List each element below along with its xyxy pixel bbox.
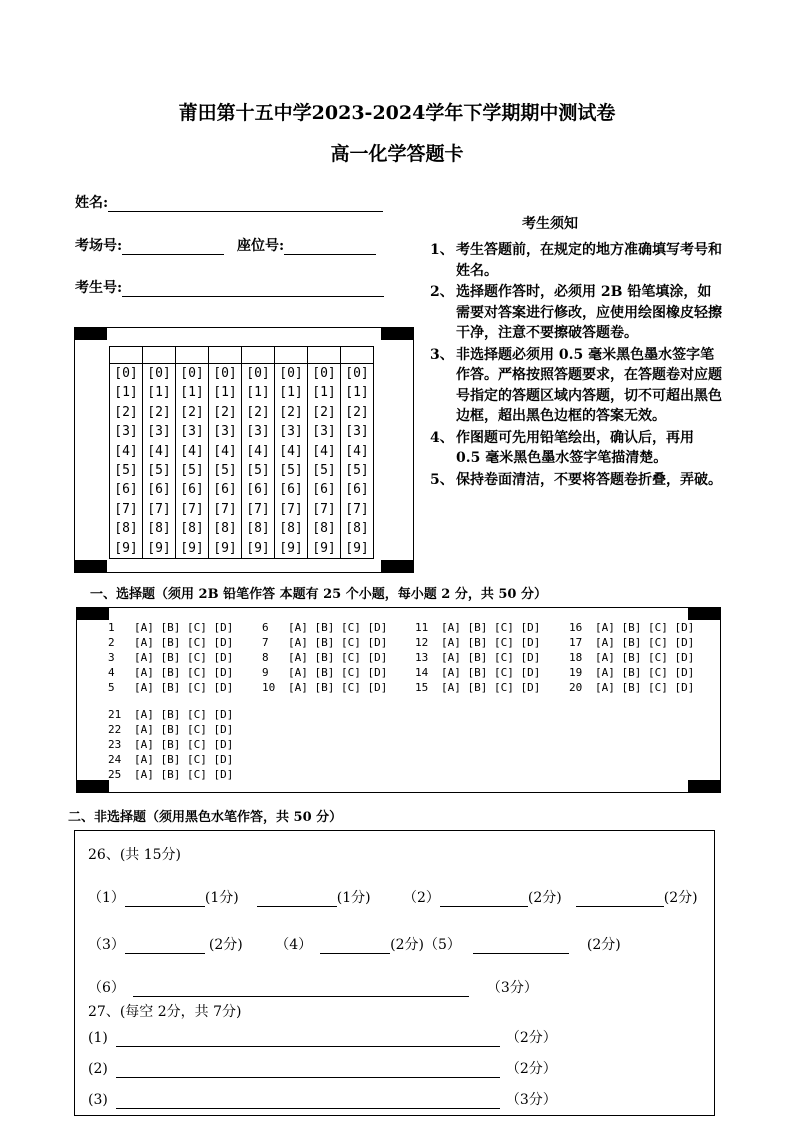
- q26-part6-label: （6）: [88, 980, 125, 996]
- question-row: [569, 650, 694, 665]
- question-row: [569, 680, 694, 695]
- answer-options[interactable]: [A] [B] [C] [D]: [595, 621, 695, 634]
- q27-part1-blank[interactable]: [116, 1032, 500, 1047]
- digit-bubble[interactable]: [1]: [180, 385, 204, 401]
- digit-bubble[interactable]: [8]: [180, 521, 204, 537]
- question-number: 19: [569, 666, 583, 680]
- digit-bubble[interactable]: [6]: [114, 482, 138, 498]
- answer-options[interactable]: [A] [B] [C] [D]: [288, 636, 388, 650]
- question-row: [108, 752, 233, 767]
- digit-bubble[interactable]: [4]: [147, 443, 171, 459]
- q26-part4-blank[interactable]: [320, 939, 390, 954]
- digit-bubble[interactable]: [9]: [114, 540, 138, 556]
- question-column: [415, 620, 540, 695]
- digit-bubble[interactable]: [5]: [213, 462, 237, 478]
- answer-options[interactable]: [A] [B] [C] [D]: [134, 636, 234, 650]
- page-title: 莆田第十五中学2023-2024学年下学期期中测试卷: [178, 102, 616, 124]
- digit-bubble[interactable]: [8]: [345, 521, 369, 537]
- digit-bubble[interactable]: [6]: [246, 482, 270, 498]
- nonchoice-section-title: 二、非选择题（须用黑色水笔作答，共 50 分）: [68, 810, 343, 825]
- digit-bubble[interactable]: [0]: [345, 366, 369, 381]
- digit-bubble[interactable]: [5]: [279, 462, 303, 478]
- note-number: 1、: [430, 242, 454, 258]
- answer-options[interactable]: [A] [B] [C] [D]: [134, 621, 234, 634]
- digit-bubble[interactable]: [9]: [279, 540, 303, 556]
- digit-bubble[interactable]: [4]: [114, 443, 138, 459]
- digit-bubble[interactable]: [8]: [246, 521, 270, 537]
- q27-part1-score: （2分）: [505, 1030, 557, 1046]
- question-row: [415, 650, 540, 665]
- q26-part2-label: （2）: [403, 890, 440, 906]
- digit-bubble[interactable]: [3]: [213, 424, 237, 440]
- digit-bubble[interactable]: [5]: [114, 462, 138, 478]
- question-row: [415, 635, 540, 650]
- name-input[interactable]: [108, 195, 383, 212]
- digit-bubble[interactable]: [4]: [279, 443, 303, 459]
- digit-bubble[interactable]: [7]: [114, 501, 138, 517]
- question-row: [262, 620, 387, 635]
- digit-bubble[interactable]: [2]: [213, 404, 237, 420]
- digit-bubble[interactable]: [8]: [279, 521, 303, 537]
- digit-bubble[interactable]: [1]: [279, 385, 303, 401]
- question-row: [108, 680, 233, 695]
- question-number: 2: [108, 636, 115, 650]
- q26-row2: [88, 934, 621, 954]
- corner-mark: [77, 608, 109, 620]
- q27-row3: [88, 1089, 557, 1109]
- q26-part5-label: （5）: [423, 937, 461, 953]
- question-row: [108, 620, 233, 635]
- note-text: 作图题可先用铅笔绘出，确认后，再用 0.5 毫米黑色墨水签字笔描清楚。: [456, 429, 694, 466]
- question-row: [108, 737, 233, 752]
- answer-options[interactable]: [A] [B] [C] [D]: [595, 681, 695, 695]
- question-row: [415, 680, 540, 695]
- question-row: [415, 665, 540, 680]
- question-column: [108, 707, 233, 782]
- digit-bubble[interactable]: [2]: [279, 404, 303, 420]
- question-number: 15: [415, 681, 429, 695]
- note-text: 保持卷面清洁，不要将答题卷折叠，弄破。: [456, 471, 722, 488]
- digit-bubble[interactable]: [5]: [345, 462, 369, 478]
- digit-bubble[interactable]: [5]: [246, 462, 270, 478]
- digit-column: [209, 364, 242, 559]
- digit-entry-cell[interactable]: [110, 347, 143, 364]
- question-row: [569, 635, 694, 650]
- digit-entry-cell[interactable]: [275, 347, 308, 364]
- q26-part3-label: （3）: [88, 937, 125, 953]
- corner-mark: [381, 560, 413, 572]
- question-row: [262, 680, 387, 695]
- q26-part6-score: （3分）: [486, 980, 538, 996]
- answer-options[interactable]: [A] [B] [C] [D]: [441, 636, 541, 650]
- digit-bubble[interactable]: [7]: [312, 501, 336, 517]
- q26-part1-label: （1）: [88, 890, 125, 906]
- digit-bubble[interactable]: [9]: [180, 540, 204, 556]
- choice-answer-box: [76, 607, 721, 793]
- corner-mark: [688, 780, 720, 792]
- digit-column: [275, 364, 308, 559]
- digit-bubble[interactable]: [7]: [147, 501, 171, 517]
- note-text: 考生答题前，在规定的地方准确填写考号和姓名。: [456, 242, 722, 279]
- digit-bubble[interactable]: [5]: [147, 462, 171, 478]
- digit-bubble[interactable]: [7]: [180, 501, 204, 517]
- digit-bubble[interactable]: [4]: [312, 443, 336, 459]
- q26-row1: [88, 887, 371, 907]
- question-number: 23: [108, 738, 122, 752]
- question-row: [108, 650, 233, 665]
- page-subtitle: 高一化学答题卡: [330, 143, 464, 165]
- digit-bubble[interactable]: [3]: [180, 424, 204, 440]
- q26-part1b-score: (1分): [336, 890, 371, 906]
- name-label: 姓名:: [75, 195, 109, 211]
- digit-bubble[interactable]: [0]: [279, 366, 303, 381]
- note-text: 选择题作答时，必须用 2B 铅笔填涂，如需要对答案进行修改，应使用绘图橡皮轻擦干净，注意不要擦破答题卷。: [456, 284, 722, 341]
- q26-part1-blank[interactable]: [125, 892, 205, 907]
- corner-mark: [77, 780, 109, 792]
- q26-part6-blank[interactable]: [133, 982, 469, 997]
- digit-bubble[interactable]: [2]: [180, 404, 204, 420]
- digit-bubble[interactable]: [1]: [312, 385, 336, 401]
- digit-bubble[interactable]: [9]: [246, 540, 270, 556]
- q27-heading: 27、(每空 2分，共 7分): [88, 1004, 242, 1020]
- digit-bubble[interactable]: [6]: [213, 482, 237, 498]
- answer-options[interactable]: [A] [B] [C] [D]: [134, 753, 234, 767]
- exam-number-input[interactable]: [122, 280, 384, 297]
- digit-column: [143, 364, 176, 559]
- note-item: [430, 470, 722, 491]
- q26-row1b: [403, 887, 698, 907]
- question-row: [415, 620, 540, 635]
- question-number: 17: [569, 636, 583, 650]
- q26-part2b-score: (2分): [663, 890, 698, 906]
- question-row: [108, 707, 233, 722]
- digit-bubble[interactable]: [7]: [279, 501, 303, 517]
- choice-section-title: 一、选择题（须用 2B 铅笔作答 本题有 25 个小题，每小题 2 分，共 50 分）: [90, 587, 547, 602]
- question-number: 12: [415, 636, 429, 650]
- corner-mark: [381, 328, 413, 340]
- q26-row3: [88, 977, 538, 997]
- digit-entry-cell[interactable]: [308, 347, 341, 364]
- question-number: 20: [569, 681, 583, 695]
- digit-bubble[interactable]: [0]: [114, 366, 138, 381]
- q27-part2-blank[interactable]: [116, 1063, 500, 1078]
- digit-bubble[interactable]: [1]: [345, 385, 369, 401]
- nonchoice-answer-box: [74, 830, 715, 1116]
- digit-bubble[interactable]: [8]: [114, 521, 138, 537]
- digit-bubble[interactable]: [8]: [312, 521, 336, 537]
- digit-entry-cell[interactable]: [341, 347, 374, 364]
- question-number: 21: [108, 708, 122, 721]
- q26-part5-score: (2分): [586, 937, 621, 953]
- note-number: 5、: [430, 471, 454, 488]
- answer-options[interactable]: [A] [B] [C] [D]: [288, 681, 388, 695]
- question-number: 1: [108, 621, 115, 634]
- q26-part3-score: (2分): [208, 937, 243, 953]
- q26-part3-blank[interactable]: [125, 939, 205, 954]
- digit-bubble[interactable]: [9]: [312, 540, 336, 556]
- question-number: 22: [108, 723, 122, 737]
- answer-options[interactable]: [A] [B] [C] [D]: [288, 651, 388, 665]
- question-number: 10: [262, 681, 276, 695]
- answer-options[interactable]: [A] [B] [C] [D]: [288, 666, 388, 680]
- question-number: 8: [262, 651, 269, 665]
- q27-part1-label: (1): [88, 1030, 108, 1046]
- digit-bubble[interactable]: [6]: [180, 482, 204, 498]
- question-row: [569, 620, 694, 635]
- digit-column: [110, 364, 143, 559]
- question-number: 25: [108, 768, 122, 782]
- question-column: [262, 620, 387, 695]
- digit-bubble[interactable]: [4]: [345, 443, 369, 459]
- digit-bubble[interactable]: [4]: [246, 443, 270, 459]
- question-number: 7: [262, 636, 269, 650]
- question-number: 14: [415, 666, 429, 680]
- notes-list: [430, 240, 722, 491]
- digit-bubble[interactable]: [0]: [213, 366, 237, 381]
- q27-part3-label: (3): [88, 1092, 108, 1108]
- note-text: 非选择题必须用 0.5 毫米黑色墨水签字笔作答。严格按照答题要求，在答题卷对应题号指定的答题区域内答题，切不可超出黑色边框，超出黑色边框的答案无效。: [456, 346, 722, 424]
- digit-column: [308, 364, 341, 559]
- digit-table: [109, 346, 374, 559]
- question-number: 18: [569, 651, 583, 665]
- digit-bubble[interactable]: [8]: [147, 521, 171, 537]
- digit-bubble[interactable]: [3]: [246, 424, 270, 440]
- note-number: 3、: [430, 346, 454, 363]
- question-number: 9: [262, 666, 269, 680]
- question-number: 4: [108, 666, 115, 680]
- note-item: [430, 240, 722, 281]
- note-number: 4、: [430, 429, 454, 446]
- question-row: [262, 635, 387, 650]
- question-row: [108, 722, 233, 737]
- note-number: 2、: [430, 284, 454, 300]
- answer-options[interactable]: [A] [B] [C] [D]: [288, 621, 388, 634]
- question-row: [569, 665, 694, 680]
- answer-options[interactable]: [A] [B] [C] [D]: [134, 666, 234, 680]
- digit-column: [176, 364, 209, 559]
- note-item: [430, 428, 722, 469]
- question-column: [569, 620, 694, 695]
- note-item: [430, 345, 722, 427]
- question-row: [108, 635, 233, 650]
- digit-entry-cell[interactable]: [242, 347, 275, 364]
- digit-bubble[interactable]: [3]: [312, 424, 336, 440]
- digit-bubble[interactable]: [1]: [147, 385, 171, 401]
- digit-bubble[interactable]: [1]: [213, 385, 237, 401]
- answer-options[interactable]: [A] [B] [C] [D]: [134, 681, 234, 695]
- digit-bubble[interactable]: [2]: [312, 404, 336, 420]
- note-item: [430, 282, 722, 344]
- digit-entry-cell[interactable]: [176, 347, 209, 364]
- digit-bubble[interactable]: [3]: [114, 424, 138, 440]
- digit-column: [242, 364, 275, 559]
- answer-options[interactable]: [A] [B] [C] [D]: [595, 666, 695, 680]
- digit-column: [341, 364, 374, 559]
- digit-bubble[interactable]: [2]: [246, 404, 270, 420]
- digit-bubble[interactable]: [7]: [345, 501, 369, 517]
- digit-bubble[interactable]: [2]: [147, 404, 171, 420]
- digit-entry-cell[interactable]: [143, 347, 176, 364]
- answer-options[interactable]: [A] [B] [C] [D]: [595, 636, 695, 650]
- answer-options[interactable]: [A] [B] [C] [D]: [134, 738, 234, 752]
- exam-room-input[interactable]: [122, 238, 224, 255]
- seat-label: 座位号:: [237, 238, 285, 254]
- question-number: 3: [108, 651, 115, 665]
- q27-part2-score: （2分）: [505, 1061, 557, 1077]
- exam-number-row: [75, 277, 384, 297]
- exam-number-grid: [74, 327, 414, 573]
- digit-bubble[interactable]: [0]: [312, 366, 336, 381]
- q27-part2-label: (2): [88, 1061, 108, 1077]
- digit-bubble[interactable]: [5]: [180, 462, 204, 478]
- answer-options[interactable]: [A] [B] [C] [D]: [595, 651, 695, 665]
- q26-part1b-blank[interactable]: [257, 892, 337, 907]
- question-number: 6: [262, 621, 269, 634]
- corner-mark: [688, 608, 720, 620]
- question-column: [108, 620, 233, 695]
- digit-bubble[interactable]: [0]: [246, 366, 270, 381]
- exam-room-label: 考场号:: [75, 238, 123, 254]
- digit-bubble[interactable]: [9]: [345, 540, 369, 556]
- digit-bubble[interactable]: [6]: [279, 482, 303, 498]
- question-number: 11: [415, 621, 429, 634]
- digit-bubble[interactable]: [0]: [147, 366, 171, 381]
- answer-options[interactable]: [A] [B] [C] [D]: [134, 768, 234, 782]
- question-row: [262, 650, 387, 665]
- digit-bubble[interactable]: [6]: [345, 482, 369, 498]
- digit-bubble[interactable]: [7]: [213, 501, 237, 517]
- digit-bubble[interactable]: [8]: [213, 521, 237, 537]
- seat-input[interactable]: [284, 238, 376, 255]
- digit-bubble[interactable]: [1]: [246, 385, 270, 401]
- answer-options[interactable]: [A] [B] [C] [D]: [134, 651, 234, 665]
- digit-bubble[interactable]: [7]: [246, 501, 270, 517]
- digit-bubble[interactable]: [4]: [213, 443, 237, 459]
- digit-bubble[interactable]: [0]: [180, 366, 204, 381]
- q27-row1: [88, 1027, 557, 1047]
- digit-bubble[interactable]: [5]: [312, 462, 336, 478]
- digit-bubble[interactable]: [9]: [147, 540, 171, 556]
- answer-options[interactable]: [A] [B] [C] [D]: [441, 681, 541, 695]
- answer-options[interactable]: [A] [B] [C] [D]: [441, 666, 541, 680]
- question-number: 5: [108, 681, 115, 695]
- digit-entry-cell[interactable]: [209, 347, 242, 364]
- q26-part2-score: (2分): [527, 890, 562, 906]
- digit-bubble[interactable]: [3]: [279, 424, 303, 440]
- q26-part2-blank[interactable]: [440, 892, 528, 907]
- answer-options[interactable]: [A] [B] [C] [D]: [441, 651, 541, 665]
- exam-number-label: 考生号:: [75, 280, 123, 296]
- question-number: 16: [569, 621, 583, 634]
- q26-part1-score: (1分): [204, 890, 239, 906]
- answer-options[interactable]: [A] [B] [C] [D]: [441, 621, 541, 634]
- exam-room-row: [75, 235, 376, 255]
- corner-mark: [75, 328, 107, 340]
- corner-mark: [75, 560, 107, 572]
- q26-part2b-blank[interactable]: [576, 892, 664, 907]
- q27-part3-score: （3分）: [505, 1092, 557, 1108]
- digit-bubble[interactable]: [2]: [114, 404, 138, 420]
- digit-bubble[interactable]: [4]: [180, 443, 204, 459]
- q26-part4-label: （4）: [275, 937, 313, 953]
- notes-title: 考生须知: [522, 216, 578, 232]
- q26-part4-score: (2分): [390, 937, 424, 953]
- q26-heading: 26、(共 15分): [88, 847, 182, 863]
- name-row: [75, 192, 383, 212]
- digit-bubble[interactable]: [1]: [114, 385, 138, 401]
- digit-bubble[interactable]: [6]: [147, 482, 171, 498]
- digit-bubble[interactable]: [2]: [345, 404, 369, 420]
- answer-options[interactable]: [A] [B] [C] [D]: [134, 723, 234, 737]
- question-number: 24: [108, 753, 122, 767]
- question-number: 13: [415, 651, 429, 665]
- digit-bubble[interactable]: [6]: [312, 482, 336, 498]
- question-row: [108, 665, 233, 680]
- q27-part3-blank[interactable]: [116, 1094, 500, 1109]
- digit-bubble[interactable]: [9]: [213, 540, 237, 556]
- digit-bubble[interactable]: [3]: [345, 424, 369, 440]
- q26-part5-blank[interactable]: [473, 939, 569, 954]
- question-row: [262, 665, 387, 680]
- digit-bubble[interactable]: [3]: [147, 424, 171, 440]
- q27-row2: [88, 1058, 557, 1078]
- answer-options[interactable]: [A] [B] [C] [D]: [134, 708, 234, 721]
- question-row: [108, 767, 233, 782]
